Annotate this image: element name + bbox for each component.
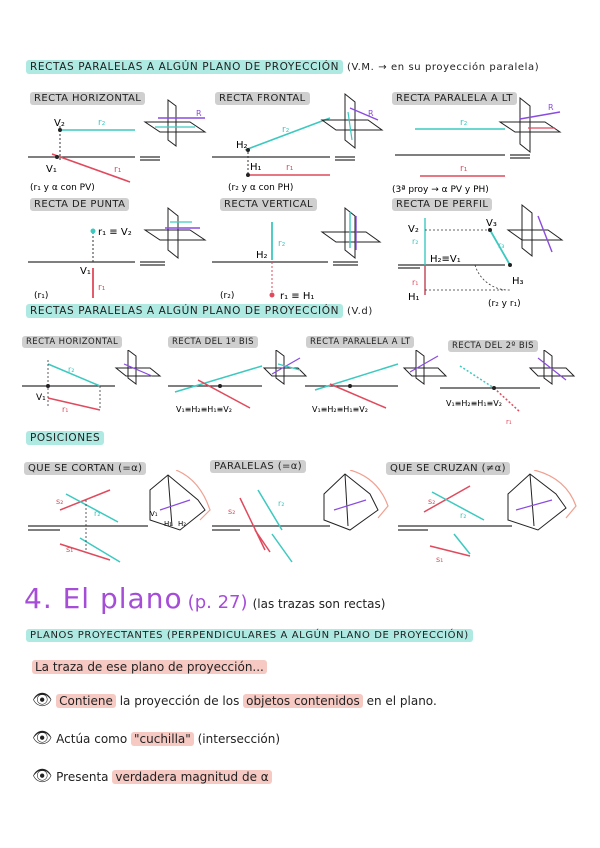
label-r2-paralelas: r₂ [278,499,285,508]
label-r2-cortan: r₂ [94,509,101,518]
planos-title [26,630,473,641]
label-r2-frontal: r₂ [282,125,290,135]
label-vertical: r₁ ≡ H₁ [280,291,315,302]
label-r2-cruzan: r₂ [460,511,467,520]
section2-diagrams [0,350,600,430]
diagram2-2bis [440,350,574,426]
label-perfil: H₂≡V₁ [430,254,461,265]
label-r3-perfil: r₃ [498,241,505,250]
label-s1-cortan: s₁ [66,545,74,554]
label-s2-cortan: s₂ [56,497,64,506]
eye-icon: 👁 [32,766,53,785]
caption-recta-de-punta: (r₁) [34,291,49,301]
section1-title-text: RECTAS PARALELAS A ALGÚN PLANO DE PROYECCIÓN [26,60,343,74]
diagram-recta-de-perfil [398,205,562,309]
diagram-recta-vertical [212,208,380,302]
bullet3-part1: Presenta [56,770,113,784]
bullet2-part3: (intersección) [193,732,281,746]
label-r1-punta: r₁ [98,283,106,293]
panel2-title-horizontal: RECTA HORIZONTAL [22,336,122,348]
label-v1-cortan: V₁ [150,510,158,518]
diagram-paralelas [212,470,388,562]
section3-title [26,432,104,444]
section1-note: (V.M. → en su proyección paralela) [347,62,540,73]
label-r1: r₁ [114,165,122,175]
label-r-3d: R [196,109,202,118]
eye-icon: 👁 [32,728,53,747]
pos-title-cortan-text: QUE SE CORTAN [28,463,115,474]
caption2-1bis: V₁≡H₂≡H₁≡V₂ [176,405,232,414]
label2-r2: r₂ [68,365,75,374]
pos-suffix-cruzan: (≠α) [481,463,506,474]
label-v2-perfil: V₂ [408,224,419,235]
label-h2: H₂ [236,140,248,151]
label-r-3d-plt: R [548,103,554,112]
label-r1-plt: r₁ [460,164,468,174]
bullet1-part4: en el plano. [362,694,437,708]
pos-suffix-cortan: (=α) [118,463,143,474]
label-s2-cruzan: s₂ [428,497,436,506]
section2-title [26,305,373,317]
section2-title-text: RECTAS PARALELAS A ALGÚN PLANO DE PROYECCIÓN [26,304,343,318]
panel-title-recta-vertical: RECTA VERTICAL [220,198,317,211]
label-r2-vertical: r₂ [278,239,286,249]
diagram-recta-de-punta [28,208,205,301]
label-r2-plt: r₂ [460,118,468,128]
panel-title-recta-horizontal: RECTA HORIZONTAL [30,92,145,105]
label-h3-perfil: H₃ [512,276,524,287]
panel-title-recta-de-perfil: RECTA DE PERFIL [392,198,492,211]
panel2-title-2bis: RECTA DEL 2º BIS [448,340,538,352]
label-r2-perfil: r₂ [412,237,419,246]
chapter-subtitle: (las trazas son rectas) [252,597,386,611]
chapter-title: 4. El plano [24,582,183,615]
bullet1-part2: la proyección de los [115,694,244,708]
label-s2-paralelas: s₂ [228,507,236,516]
diagram-recta-frontal [212,94,382,193]
section1-diagrams [0,0,600,310]
label-v3-perfil: V₃ [486,218,497,229]
bullet2-part1: Actúa como [56,732,131,746]
diagram-recta-horizontal [28,100,205,193]
pos-title-cruzan-text: QUE SE CRUZAN [390,463,478,474]
bullet1-part3: objetos contenidos [243,694,363,708]
label-h1: H₁ [250,162,262,173]
bullet2-part2: "cuchilla" [131,732,194,746]
label-v1: V₁ [46,164,57,175]
diagram-recta-paralela-lt [392,98,560,195]
bullet-verdadera-magnitud [32,766,272,785]
section3-diagrams [0,470,600,570]
caption-recta-de-perfil: (r₂ y r₁) [488,299,521,309]
caption-recta-vertical: (r₂) [220,291,235,301]
section2-note: (V.d) [347,306,373,317]
label-s1-cruzan: s₁ [436,555,444,564]
bullet-contiene [32,690,437,709]
label-h1-cortan: H₁ [164,520,173,528]
diagram-cortan [28,470,210,562]
label2-r1: r₁ [62,405,69,414]
label-punta: r₁ ≡ V₂ [98,227,132,238]
label-r1-frontal: r₁ [286,163,294,173]
label-r1-perfil: r₁ [412,278,419,287]
caption-recta-paralela-lt: (3ª proy → α PV y PH) [392,185,489,195]
pos-title-paralelas-text: PARALELAS [214,461,275,472]
diagram-cruzan [398,470,576,564]
panel2-title-1bis: RECTA DEL 1º BIS [168,336,258,348]
label-h1-perfil: H₁ [408,292,420,303]
planos-title-text: PLANOS PROYECTANTES (PERPENDICULARES A ALGÚN PLANO DE PROYECCIÓN) [26,629,473,642]
planos-intro [32,660,267,674]
diagram2-paralela-lt [305,350,446,414]
section3-title-text: POSICIONES [26,431,104,445]
chapter-page: (p. 27) [187,592,248,613]
panel2-title-paralela-lt: RECTA PARALELA A LT [306,336,414,348]
label-r2: r₂ [98,118,106,128]
pos-suffix-paralelas: (=α) [277,461,303,472]
planos-intro-text: La traza de ese plano de proyección... [32,660,267,674]
panel-title-recta-paralela-lt: RECTA PARALELA A LT [392,92,517,105]
bullet1-part1: Contiene [56,694,116,708]
chapter-heading [24,582,385,615]
diagram2-1bis [168,350,306,414]
bullet3-part2: verdadera magnitud de α [112,770,271,784]
panel-title-recta-de-punta: RECTA DE PUNTA [30,198,129,211]
diagram2-horizontal [22,350,160,414]
label-h2-cortan: H₂ [178,520,187,528]
label2-v1: V₁ [36,393,46,403]
bullet-cuchilla [32,728,280,747]
caption-recta-frontal: (r₂ y α con PH) [228,183,294,193]
caption2-2bis: V₁≡H₂≡H₁≡V₂ [446,399,502,408]
caption2-paralela-lt: V₁≡H₂≡H₁≡V₂ [312,405,368,414]
caption-recta-horizontal: (r₁ y α con PV) [30,183,95,193]
eye-icon: 👁 [32,690,53,709]
label-h2-vertical: H₂ [256,250,268,261]
panel-title-recta-frontal: RECTA FRONTAL [215,92,310,105]
label-r-3d-frontal: R [368,109,374,118]
label2-r1-2bis: r₁ [506,418,512,426]
label-v1-punta: V₁ [80,266,91,277]
label-v2: V₂ [54,118,65,129]
